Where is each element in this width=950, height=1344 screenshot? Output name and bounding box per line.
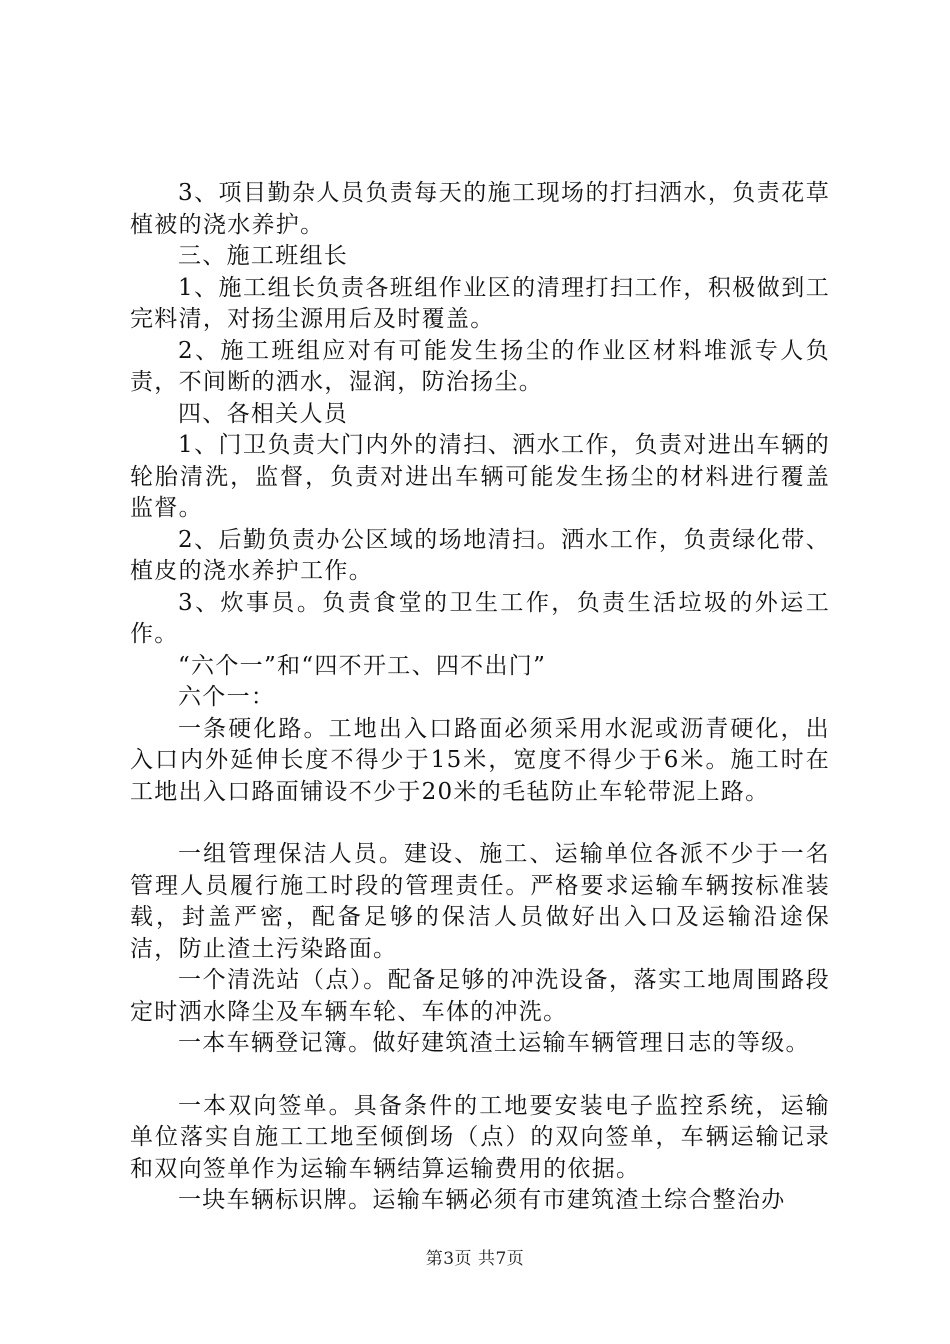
document-body xyxy=(130,178,830,1217)
paragraph-guard-duty: 1、门卫负责大门内外的清扫、洒水工作，负责对进出车辆的轮胎清洗，监督，负责对进出车辆可能发生扬尘的材料进行覆盖监督。 xyxy=(130,432,830,521)
section-heading-six-ones: “六个一”和“四不开工、四不出门” xyxy=(178,652,547,679)
paragraph-vehicle-sign: 一块车辆标识牌。运输车辆必须有市建筑渣土综合整治办 xyxy=(178,1187,786,1213)
page-number-footer: 第3页 共7页 xyxy=(425,1249,525,1269)
paragraph-vehicle-register: 一本车辆登记簿。做好建筑渣土运输车辆管理日志的等级。 xyxy=(178,1030,810,1056)
paragraph-hardened-road: 一条硬化路。工地出入口路面必须采用水泥或沥青硬化，出入口内外延伸长度不得少于15米，宽度不得少于6米。施工时在工地出入口路面铺设不少于20米的毛毡防止车轮带泥上路。 xyxy=(130,715,830,805)
paragraph-two-way-receipt: 一本双向签单。具备条件的工地要安装电子监控系统，运输单位落实自施工工地至倾倒场（点）的双向签单，车辆运输记录和双向签单作为运输车辆结算运输费用的依据。 xyxy=(130,1092,830,1182)
subheading-six-ones: 六个一： xyxy=(178,684,276,710)
paragraph-cook-duty: 3、炊事员。负责食堂的卫生工作，负责生活垃圾的外运工作。 xyxy=(130,589,830,647)
paragraph-cleaning-staff: 3、项目勤杂人员负责每天的施工现场的打扫洒水，负责花草植被的浇水养护。 xyxy=(130,180,830,238)
paragraph-logistics-duty: 2、后勤负责办公区域的场地清扫。洒水工作，负责绿化带、植皮的浇水养护工作。 xyxy=(130,526,830,584)
section-heading-related-staff: 四、各相关人员 xyxy=(178,400,349,427)
paragraph-team-leader-duty-2: 2、施工班组应对有可能发生扬尘的作业区材料堆派专人负责，不间断的洒水，湿润，防治扬尘。 xyxy=(130,337,830,395)
section-heading-team-leader: 三、施工班组长 xyxy=(178,243,349,269)
paragraph-team-leader-duty-1: 1、施工组长负责各班组作业区的清理打扫工作，积极做到工完料清，对扬尘源用后及时覆盖。 xyxy=(130,274,830,332)
paragraph-washing-station: 一个清洗站（点）。配备足够的冲洗设备，落实工地周围路段定时洒水降尘及车辆车轮、车体的冲洗。 xyxy=(130,967,830,1025)
paragraph-cleaning-staff-group: 一组管理保洁人员。建设、施工、运输单位各派不少于一名管理人员履行施工时段的管理责任。严格要求运输车辆按标准装载，封盖严密，配备足够的保洁人员做好出入口及运输沿途保洁，防止渣土污染路面。 xyxy=(130,841,830,962)
